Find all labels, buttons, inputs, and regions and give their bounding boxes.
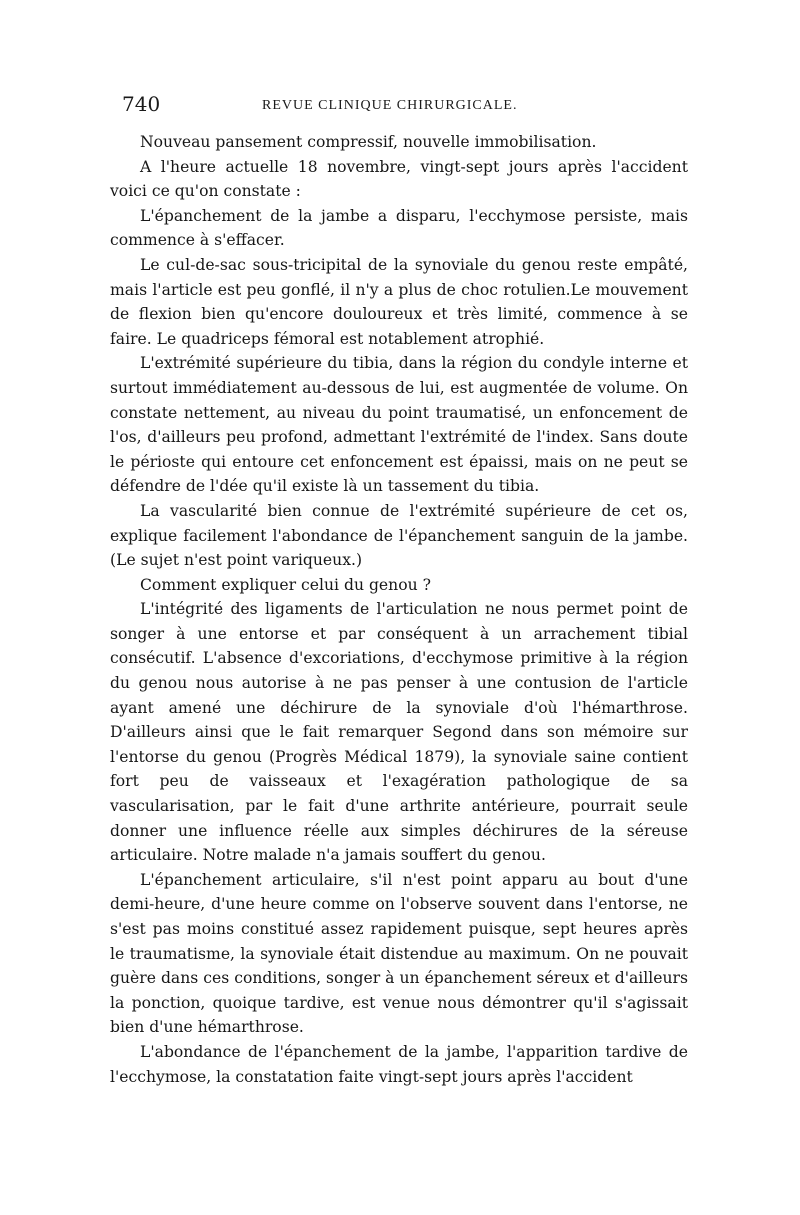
paragraph: Nouveau pansement compressif, nouvelle immobilisation.: [140, 133, 597, 151]
paragraph: La vascularité bien connue de l'extrémité supérieure de cet os, explique facilement l'abondance de l'épanchement sanguin de la jambe. (Le sujet n'est point variqueux.): [110, 501, 688, 570]
paragraph: L'épanchement de la jambe a disparu, l'ecchymose persiste, mais commence à s'effacer.: [110, 206, 688, 250]
running-title: REVUE CLINIQUE CHIRURGICALE.: [262, 98, 518, 113]
paragraph: L'abondance de l'épanchement de la jambe, l'apparition tardive de l'ecchymose, la constatation faite vingt-sept jours après l'accident: [110, 1042, 688, 1086]
paragraph: L'épanchement articulaire, s'il n'est point apparu au bout d'une demi-heure, d'une heure comme on l'observe souvent dans l'entorse, ne s'est pas moins constitué assez rapidement puisque, sept heures après le traumatisme, la synoviale était distendue au maximum. On ne pouvait guère dans ces conditions, songer à un épanchement séreux et d'ailleurs la ponction, quoique tardive, est venue nous démontrer qu'il s'agissait bien d'une hémarthrose.: [110, 870, 688, 1037]
paragraph: Le cul-de-sac sous-tricipital de la synoviale du genou reste empâté, mais l'article est peu gonflé, il n'y a plus de choc rotulien.Le mouvement de flexion bien qu'encore douloureux et très limité, commence à se faire. Le quadriceps fémoral est notablement atrophié.: [110, 255, 688, 348]
paragraph: L'intégrité des ligaments de l'articulation ne nous permet point de songer à une entorse et par conséquent à un arrachement tibial consécutif. L'absence d'excoriations, d'ecchymose primitive à la région du genou nous autorise à ne pas penser à une contusion de l'article ayant amené une déchirure de la synoviale d'où l'hémarthrose. D'ailleurs ainsi que le fait remarquer Segond dans son mémoire sur l'entorse du genou (Progrès Médical 1879), la synoviale saine contient fort peu de vaisseaux et l'exagération pathologique de sa vascularisation, par le fait d'une arthrite antérieure, pourrait seule donner une influence réelle aux simples déchirures de la séreuse articulaire. Notre malade n'a jamais souffert du genou.: [110, 600, 688, 865]
body-text: [110, 130, 688, 1089]
paragraph: A l'heure actuelle 18 novembre, vingt-sept jours après l'accident voici ce qu'on constate :: [110, 157, 688, 201]
paragraph: L'extrémité supérieure du tibia, dans la région du condyle interne et surtout immédiatement au-dessous de lui, est augmentée de volume. On constate nettement, au niveau du point traumatisé, un enfoncement de l'os, d'ailleurs peu profond, admettant l'extrémité de l'index. Sans doute le périoste qui entoure cet enfoncement est épaissi, mais on ne peut se défendre de l'dée qu'il existe là un tassement du tibia.: [110, 354, 688, 496]
paragraph: Comment expliquer celui du genou ?: [140, 575, 431, 594]
page-number: 740: [122, 92, 161, 116]
page-header: [122, 92, 684, 120]
